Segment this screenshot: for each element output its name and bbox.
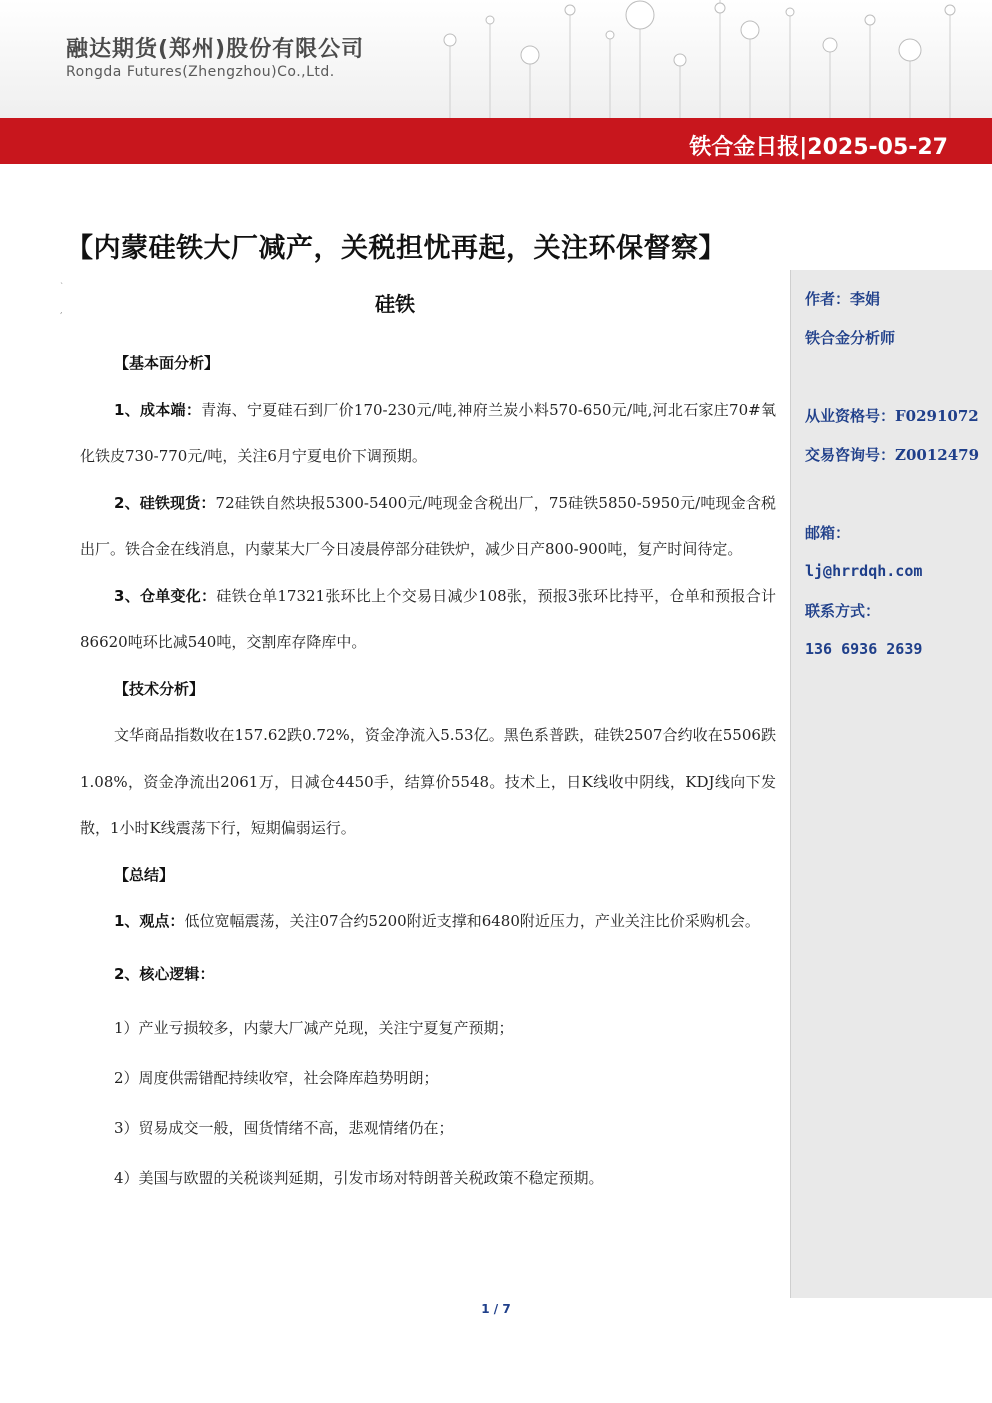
cost-label: 1、成本端：: [114, 400, 202, 419]
spot-paragraph: [80, 480, 776, 573]
phone-number: 136 6936 2639: [805, 640, 923, 658]
logic-item: 2）周度供需错配持续收窄，社会降库趋势明朗；: [114, 1068, 439, 1087]
company-name-en: Rongda Futures(Zhengzhou)Co.,Ltd.: [66, 64, 335, 80]
report-title: 铁合金日报|2025-05-27: [689, 135, 948, 160]
page-title: 【内蒙硅铁大厂减产，关税担忧再起，关注环保督察】: [66, 233, 726, 264]
page-number: 1 / 7: [481, 1302, 511, 1316]
section-summary: 【总结】: [114, 865, 175, 884]
logic-item: 3）贸易成交一般，囤货情绪不高，悲观情绪仍在；: [114, 1118, 454, 1137]
technical-paragraph: 文华商品指数收在157.62跌0.72%，资金净流入5.53亿。黑色系普跌，硅铁2507合约收在5506跌1.08%，资金净流出2061万，日减仓4450手，结算价5548。技术上，日K线收中阴线，KDJ线向下发散，1小时K线震荡下行，短期偏弱运行。: [80, 726, 776, 837]
email-link[interactable]: lj@hrrdqh.com: [805, 562, 923, 580]
section-technical: 【技术分析】: [114, 679, 205, 698]
spot-text: 72硅铁自然块报5300-5400元/吨现金含税出厂，75硅铁5850-5950元/吨现金含税出厂。铁合金在线消息，内蒙某大厂今日凌晨停部分硅铁炉，减少日产800-900吨，复产时间待定。: [80, 493, 776, 558]
warrant-label: 3、仓单变化：: [114, 586, 217, 605]
email-label: 邮箱：: [805, 524, 851, 542]
warrant-paragraph: [80, 573, 776, 666]
author-role: 铁合金分析师: [805, 329, 896, 347]
logic-item: 4）美国与欧盟的关税谈判延期，引发市场对特朗普关税政策不稳定预期。: [114, 1168, 604, 1187]
report-body: [80, 340, 776, 1203]
decorative-mark: `: [60, 282, 64, 291]
spot-label: 2、硅铁现货：: [114, 493, 216, 512]
consult-number: 交易咨询号：Z0012479: [805, 446, 980, 464]
contact-label: 联系方式：: [805, 602, 881, 620]
company-name-cn: 融达期货(郑州)股份有限公司: [66, 37, 365, 62]
cost-paragraph: [80, 387, 776, 480]
decorative-dots-graphic: [430, 0, 992, 118]
decorative-mark: ,: [60, 306, 63, 315]
logic-item: 1）产业亏损较多，内蒙大厂减产兑现，关注宁夏复产预期；: [114, 1018, 514, 1037]
license-number: 从业资格号：F0291072: [805, 407, 979, 425]
section-fundamental: 【基本面分析】: [114, 354, 220, 372]
view-paragraph: [80, 898, 776, 945]
view-label: 1、观点：: [114, 912, 185, 930]
author-sidebar: [790, 270, 992, 1298]
cost-text: 青海、宁夏硅石到厂价170-230元/吨,神府兰炭小料570-650元/吨,河北石家庄70#氧化铁皮730-770元/吨，关注6月宁夏电价下调预期。: [80, 400, 776, 465]
product-heading: 硅铁: [375, 292, 415, 316]
logic-label: 2、核心逻辑：: [114, 964, 215, 983]
view-text: 低位宽幅震荡，关注07合约5200附近支撑和6480附近压力，产业关注比价采购机会。: [184, 912, 760, 930]
warrant-text: 硅铁仓单17321张环比上个交易日减少108张，预报3张环比持平，仓单和预报合计86620吨环比减540吨，交割库存降库中。: [80, 586, 776, 651]
author: 作者：李娟: [805, 290, 881, 308]
